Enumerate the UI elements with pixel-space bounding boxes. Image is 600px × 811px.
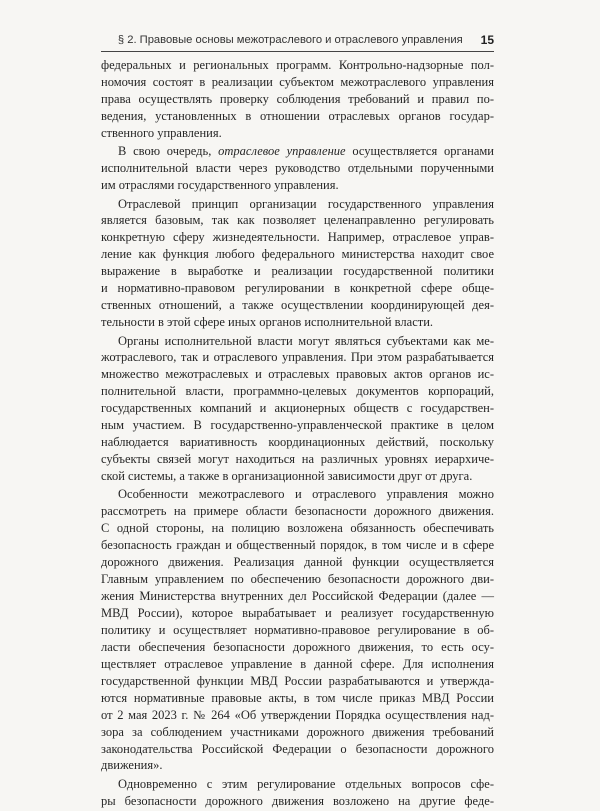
text-segment: В свою очередь, <box>118 144 219 159</box>
text-line: жения Министерства внутренних дел Российской Федерации (далее — <box>101 589 494 604</box>
text-line: является базовым, так как позволяет целенаправленно регулировать <box>101 213 494 228</box>
text-line: рассмотреть на примере области безопасности дорожного движения. <box>101 504 494 519</box>
text-line: конкретную сферу жизнедеятельности. Например, отраслевое управ- <box>101 230 494 245</box>
text-line: от 2 мая 2023 г. № 264 «Об утверждении Порядка осуществления над- <box>101 707 494 722</box>
text-line: Особенности межотраслевого и отраслевого управления можно <box>118 487 494 502</box>
text-line: государственных компаний и акционерных обществ с государствен- <box>101 401 494 416</box>
text-line: ведения, установленных в отношении отраслевых органов государ- <box>101 108 494 123</box>
text-line: Главным управлением по обеспечению безопасности дорожного дви- <box>101 572 494 587</box>
text-line: ры безопасности дорожного движения возложено на другие феде- <box>101 793 494 808</box>
text-line: номочия состоят в реализации субъектом межотраслевого управления <box>101 74 494 89</box>
text-line: им отраслями государственного управления. <box>101 178 339 193</box>
text-line: ласти обеспечения безопасности дорожного движения, то есть осу- <box>101 639 494 654</box>
text-line: С одной стороны, на полицию возложена обязанность обеспечивать <box>101 521 494 536</box>
text-line: движения». <box>101 758 163 773</box>
text-line: тельности в этой сфере иных органов исполнительной власти. <box>101 315 434 330</box>
text-line: ственного управления. <box>101 125 222 140</box>
text-line: ществляет отраслевое управление в данной сфере. Для исполнения <box>101 656 494 671</box>
text-line: ление как функция любого федерального министерства находит свое <box>101 247 494 262</box>
text-line: политику и осуществляет нормативно-правовое регулирование в об- <box>101 622 494 637</box>
text-line: зора за соблюдением участниками дорожного движения требований <box>101 724 494 739</box>
text-line: субъекты связей могут находиться на различных уровнях иерархиче- <box>101 452 494 467</box>
text-line: государственной функции МВД России разрабатываются и утвержда- <box>101 673 494 688</box>
text-line: безопасность граждан и общественный порядок, в том числе и в сфере <box>101 538 494 553</box>
text-line: множество межотраслевых и отраслевых правовых актов органов ис- <box>101 367 494 382</box>
text-line: и нормативно-правовом регулировании в конкретной сфере обще- <box>101 281 494 296</box>
italic-term: отраслевое управление <box>218 144 346 159</box>
text-line <box>101 143 494 160</box>
paragraph <box>101 196 494 332</box>
text-line: Отраслевой принцип организации государственного управления <box>118 196 494 211</box>
text-segment: осуществляется органами <box>345 144 494 159</box>
text-line: ственных отношений, а также осуществлении координирующей дея- <box>101 298 494 313</box>
text-line: ются нормативные правовые акты, в том числе приказ МВД России <box>101 690 494 705</box>
text-line: Органы исполнительной власти могут являться субъектами как ме- <box>118 333 494 348</box>
text-line: жотраслевого, так и отраслевого управления. При этом разрабатывается <box>101 350 494 365</box>
text-line: ным участием. В государственно-управленческой практике в целом <box>101 418 494 433</box>
body-text <box>101 57 494 811</box>
text-line: исполнительной власти через руководство отдельными порученными <box>101 161 494 176</box>
running-head <box>117 30 494 50</box>
text-line: полнительной власти, программно-целевых документов корпораций, <box>101 384 494 399</box>
text-line: наблюдается вариативность координационных действий, поскольку <box>101 435 494 450</box>
paragraph <box>101 57 494 142</box>
header-rule <box>101 51 494 52</box>
text-line: дорожного движения. Реализация данной функции осуществляется <box>101 555 494 570</box>
text-line: федеральных и региональных программ. Контрольно-надзорные пол- <box>101 58 494 72</box>
text-line: МВД России), которое вырабатывает и реализует государственную <box>101 606 494 620</box>
paragraph <box>101 143 494 194</box>
text-line: права осуществлять проверку соблюдения требований и правил по- <box>101 91 494 106</box>
text-line: выражение в выработке и реализации государственной политики <box>101 264 494 279</box>
text-line: Одновременно с этим регулирование отдельных вопросов сфе- <box>118 776 494 791</box>
paragraph <box>101 776 494 810</box>
text-line: ской системы, а также в организационной зависимости друг от друга. <box>101 469 473 483</box>
paragraph <box>101 486 494 774</box>
section-title: § 2. Правовые основы межотраслевого и отраслевого управления <box>117 34 463 46</box>
text-line: законодательства Российской Федерации о безопасности дорожного <box>101 741 494 756</box>
page-number: 15 <box>480 33 494 47</box>
paragraph <box>101 333 494 485</box>
